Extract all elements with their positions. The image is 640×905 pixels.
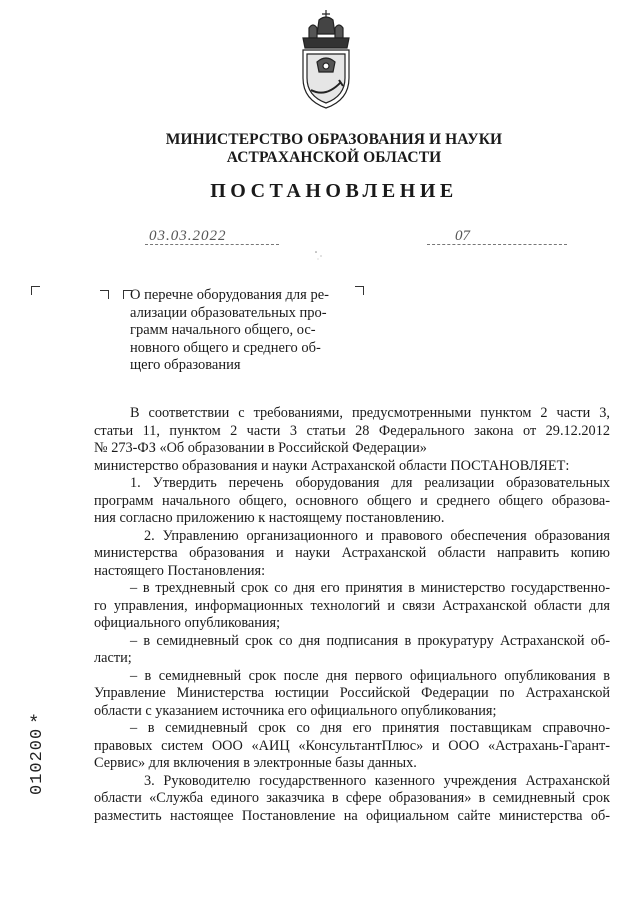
body-line: 1. Утвердить перечень оборудования для реализации образовательных xyxy=(130,475,610,491)
body-line: В соответствии с требованиями, предусмотренными пунктом 2 части 3, xyxy=(130,405,610,421)
ministry-name-line2: АСТРАХАНСКОЙ ОБЛАСТИ xyxy=(226,149,442,166)
body-line: № 273-ФЗ «Об образовании в Российской Федерации» xyxy=(94,440,427,456)
subject-line: О перечне оборудования для ре- xyxy=(130,287,329,303)
body-line: настоящего Постановления: xyxy=(94,562,266,579)
body-line: министерства образования и науки Астраханской области направить копию xyxy=(94,545,610,561)
body-line: Управление Министерства юстиции Российской Федерации по Астраханской xyxy=(94,685,610,701)
body-line: министерство образования и науки Астраханской области ПОСТАНОВЛЯЕТ: xyxy=(94,457,570,474)
bracket-corner xyxy=(100,290,109,299)
body-line: ния согласно приложению к настоящему постановлению. xyxy=(94,510,445,526)
document-subject xyxy=(130,287,350,375)
document-body xyxy=(94,405,610,825)
body-line: области «Служба единого заказчика в сфере образования» в семидневный срок xyxy=(94,790,610,806)
body-line: разместить настоящее Постановление на официальном сайте министерства об- xyxy=(94,807,610,824)
body-line: – в трехдневный срок со дня его принятия в министерство государственно- xyxy=(130,580,610,596)
coat-of-arms-emblem xyxy=(295,8,357,113)
subject-line: ализации образовательных про- xyxy=(130,304,327,321)
bracket-corner xyxy=(31,286,40,295)
document-type-title: ПОСТАНОВЛЕНИЕ xyxy=(210,180,458,202)
body-line: ласти; xyxy=(94,650,132,666)
body-line: статьи 11, пунктом 2 части 3 статьи 28 Федерального закона от 29.12.2012 xyxy=(94,422,610,439)
body-line: программ начального общего, основного общего и среднего общего образова- xyxy=(94,492,610,509)
body-line: го управления, информационных технологий и связи Астраханской области для xyxy=(94,597,610,614)
body-line: – в семидневный срок со дня подписания в прокуратуру Астраханской об- xyxy=(130,632,610,649)
side-registration-code: 010200 xyxy=(28,727,47,795)
bracket-corner xyxy=(355,286,364,295)
scan-artifact xyxy=(312,248,326,262)
body-line: – в семидневный срок со дня его принятия поставщикам справочно- xyxy=(130,720,610,736)
body-line: официального опубликования; xyxy=(94,615,281,631)
subject-line: грамм начального общего, ос- xyxy=(130,322,316,338)
side-asterisk-mark: * xyxy=(30,712,38,733)
document-number: 07 xyxy=(427,228,567,245)
body-line: правовых систем ООО «АИЦ «КонсультантПлюс» и ООО «Астрахань-Гарант- xyxy=(94,737,610,754)
body-line: Сервис» для включения в электронные базы данных. xyxy=(94,755,417,771)
subject-line: новного общего и среднего об- xyxy=(130,339,321,356)
body-line: 3. Руководителю государственного казенного учреждения Астраханской xyxy=(144,772,610,789)
ministry-name-line1: МИНИСТЕРСТВО ОБРАЗОВАНИЯ И НАУКИ xyxy=(165,131,503,148)
body-line: области с указанием источника его официального опубликования; xyxy=(94,702,497,719)
body-line: 2. Управлению организационного и правового обеспечения образования xyxy=(144,527,610,544)
body-line: – в семидневный срок после дня первого официального опубликования в xyxy=(130,667,610,684)
subject-line: щего образования xyxy=(130,357,241,373)
document-date: 03.03.2022 xyxy=(145,228,279,245)
